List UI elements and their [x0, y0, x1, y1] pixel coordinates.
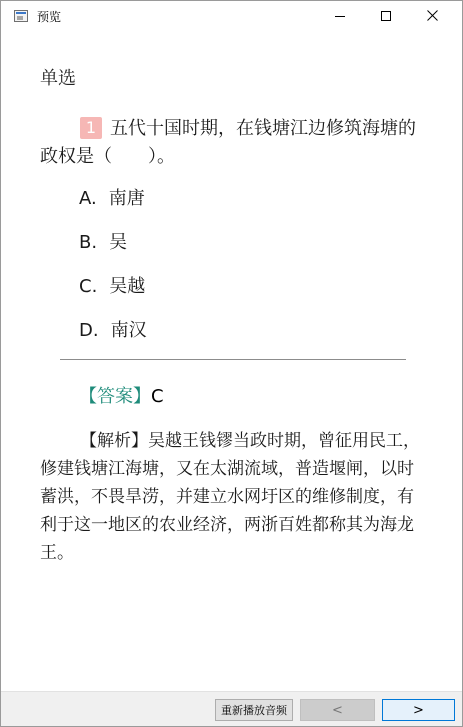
question-number-badge: 1 — [80, 117, 102, 139]
chevron-left-icon: < — [332, 702, 343, 718]
question-stem — [40, 115, 420, 171]
replay-audio-button[interactable]: 重新播放音频 — [215, 699, 293, 721]
chevron-right-icon: > — [413, 702, 424, 718]
question-text: 五代十国时期，在钱塘江边修筑海塘的政权是（ ）。 — [40, 118, 416, 167]
question-type: 单选 — [40, 68, 76, 89]
analysis-text: 【解析】吴越王钱镠当政时期，曾征用民工，修建钱塘江海塘，又在太湖流域，普造堰闸，以时蓄洪，不畏旱涝，并建立水网圩区的维修制度，有利于这一地区的农业经济，两浙百姓都称其为海龙王。 — [40, 431, 420, 563]
option-c[interactable] — [79, 272, 145, 298]
answer-value: C — [151, 386, 164, 407]
maximize-button[interactable] — [363, 1, 409, 31]
option-text: 南汉 — [110, 320, 147, 341]
app-icon — [14, 10, 28, 22]
divider — [60, 359, 406, 360]
title-bar[interactable] — [1, 1, 462, 31]
window-title: 预览 — [37, 10, 62, 24]
option-letter: D. — [79, 320, 99, 341]
minimize-button[interactable] — [317, 1, 363, 31]
option-text: 吴 — [109, 232, 128, 253]
bottom-toolbar — [1, 691, 462, 726]
option-a[interactable] — [79, 184, 145, 210]
option-d[interactable] — [79, 316, 147, 342]
option-text: 吴越 — [109, 276, 146, 297]
previous-button[interactable] — [300, 699, 375, 721]
answer-line — [79, 382, 164, 408]
option-letter: C. — [79, 276, 98, 297]
option-text: 南唐 — [108, 188, 145, 209]
option-b[interactable] — [79, 228, 127, 254]
option-letter: A. — [79, 188, 97, 209]
question-preview — [1, 31, 462, 691]
close-icon — [427, 10, 438, 21]
next-button[interactable] — [382, 699, 455, 721]
option-letter: B. — [79, 232, 98, 253]
answer-label: 【答案】 — [79, 386, 151, 407]
close-button[interactable] — [409, 1, 455, 31]
